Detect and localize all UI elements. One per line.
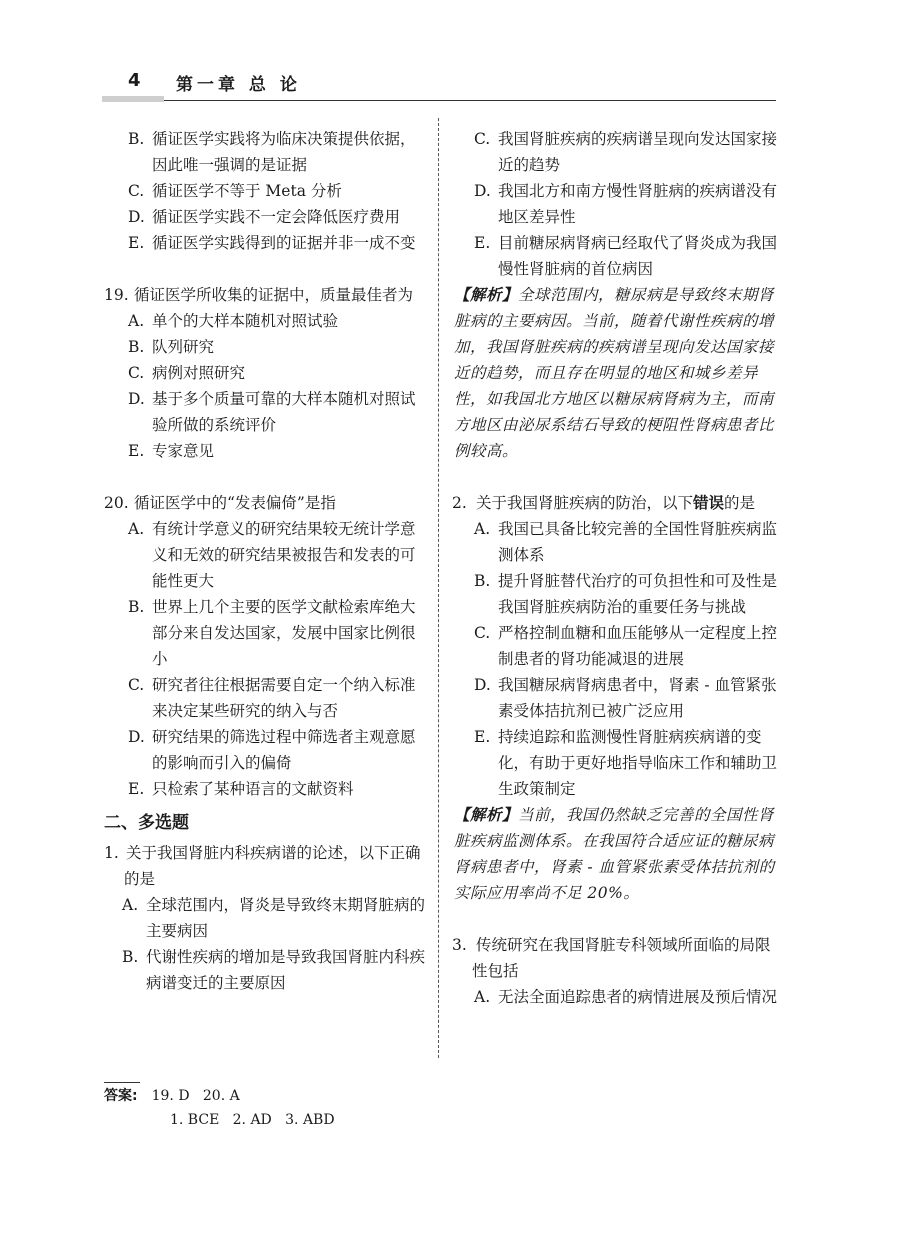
option-item: A. 单个的大样本随机对照试验 <box>128 312 339 330</box>
option-item: B. 队列研究 <box>128 338 215 356</box>
option-item: E. 持续追踪和监测慢性肾脏病疾病谱的变化，有助于更好地指导临床工作和辅助卫生政策制定 <box>474 728 778 798</box>
option-item: D. 我国糖尿病肾病患者中，肾素 - 血管紧张素受体拮抗剂已被广泛应用 <box>474 676 777 720</box>
question-stem: 1. 关于我国肾脏内科疾病谱的论述，以下正确的是 <box>104 844 421 888</box>
option-item: A. 无法全面追踪患者的病情进展及预后情况 <box>474 988 778 1006</box>
option-item: D. 我国北方和南方慢性肾脏病的疾病谱没有地区差异性 <box>474 182 778 226</box>
analysis-text: 当前，我国仍然缺乏完善的全国性肾脏疾病监测体系。在我国符合适应证的糖尿病肾病患者中，肾素 - 血管紧张素受体拮抗剂的实际应用率尚不足 20%。 <box>454 806 775 902</box>
option-item: D. 基于多个质量可靠的大样本随机对照试验所做的系统评价 <box>128 390 416 434</box>
analysis-text: 全球范围内，糖尿病是导致终末期肾脏病的主要病因。当前，随着代谢性疾病的增加，我国肾脏疾病的疾病谱呈现向发达国家接近的趋势，而且存在明显的地区和城乡差异性，如我国北方地区以糖尿病肾病为主，而南方地区由泌尿系结石导致的梗阻性肾病患者比例较高。 <box>454 286 775 460</box>
answers-rule <box>104 1082 140 1083</box>
option-item: D. 循证医学实践不一定会降低医疗费用 <box>128 208 401 226</box>
option-item: D. 研究结果的筛选过程中筛选者主观意愿的影响而引入的偏倚 <box>128 728 416 772</box>
answers-line-1: 19. D 20. A <box>151 1088 240 1104</box>
analysis-tag: 【解析】 <box>454 285 519 304</box>
analysis-block <box>452 282 782 464</box>
option-item: C. 严格控制血糖和血压能够从一定程度上控制患者的肾功能减退的进展 <box>474 624 778 668</box>
question-stem: 19. 循证医学所收集的证据中，质量最佳者为 <box>104 286 414 304</box>
chapter-title: 第一章 总 论 <box>176 75 301 95</box>
option-item: B. 循证医学实践将为临床决策提供依据，因此唯一强调的是证据 <box>128 130 416 174</box>
section-title: 二、多选题 <box>104 813 189 833</box>
question-19 <box>104 282 426 464</box>
header-rule <box>164 100 776 101</box>
question-stem: 20. 循证医学中的“发表偏倚”是指 <box>104 494 336 512</box>
multi-question-1 <box>104 840 426 996</box>
option-item: E. 专家意见 <box>128 442 215 460</box>
analysis-block <box>452 802 782 906</box>
option-item: A. 我国已具备比较完善的全国性肾脏疾病监测体系 <box>474 520 778 564</box>
page-number-tab <box>102 96 164 102</box>
option-item: B. 提升肾脏替代治疗的可负担性和可及性是我国肾脏疾病防治的重要任务与挑战 <box>474 572 778 616</box>
answers-block <box>104 1084 335 1132</box>
option-item: C. 研究者往往根据需要自定一个纳入标准来决定某些研究的纳入与否 <box>128 676 416 720</box>
right-column <box>452 126 782 1010</box>
option-item: E. 只检索了某种语言的文献资料 <box>128 780 354 798</box>
column-divider <box>438 118 439 1058</box>
answers-label: 答案: <box>104 1088 138 1104</box>
option-item: A. 全球范围内，肾炎是导致终末期肾脏病的主要病因 <box>122 896 426 940</box>
multi-question-2 <box>452 490 782 906</box>
multi-question-3 <box>452 932 782 1010</box>
question-stem: 3. 传统研究在我国肾脏专科领域所面临的局限性包括 <box>452 936 771 980</box>
left-column <box>104 126 426 996</box>
option-item: C. 病例对照研究 <box>128 364 246 382</box>
option-item: E. 目前糖尿病肾病已经取代了肾炎成为我国慢性肾脏病的首位病因 <box>474 234 778 278</box>
question-18-options <box>104 126 426 256</box>
option-item: E. 循证医学实践得到的证据并非一成不变 <box>128 234 416 252</box>
analysis-tag: 【解析】 <box>454 805 519 824</box>
page-header <box>102 68 776 104</box>
question-stem: 2. 关于我国肾脏疾病的防治，以下错误的是 <box>452 493 756 512</box>
option-item: C. 我国肾脏疾病的疾病谱呈现向发达国家接近的趋势 <box>474 130 778 174</box>
option-item: B. 世界上几个主要的医学文献检索库绝大部分来自发达国家，发展中国家比例很小 <box>128 598 416 668</box>
option-item: C. 循证医学不等于 Meta 分析 <box>128 182 342 200</box>
multi-question-1-continued <box>452 126 782 464</box>
option-item: B. 代谢性疾病的增加是导致我国肾脏内科疾病谱变迁的主要原因 <box>122 948 426 992</box>
option-item: A. 有统计学意义的研究结果较无统计学意义和无效的研究结果被报告和发表的可能性更大 <box>128 520 416 590</box>
question-20 <box>104 490 426 802</box>
page-number: 4 <box>128 70 141 91</box>
answers-line-2: 1. BCE 2. AD 3. ABD <box>170 1112 335 1128</box>
